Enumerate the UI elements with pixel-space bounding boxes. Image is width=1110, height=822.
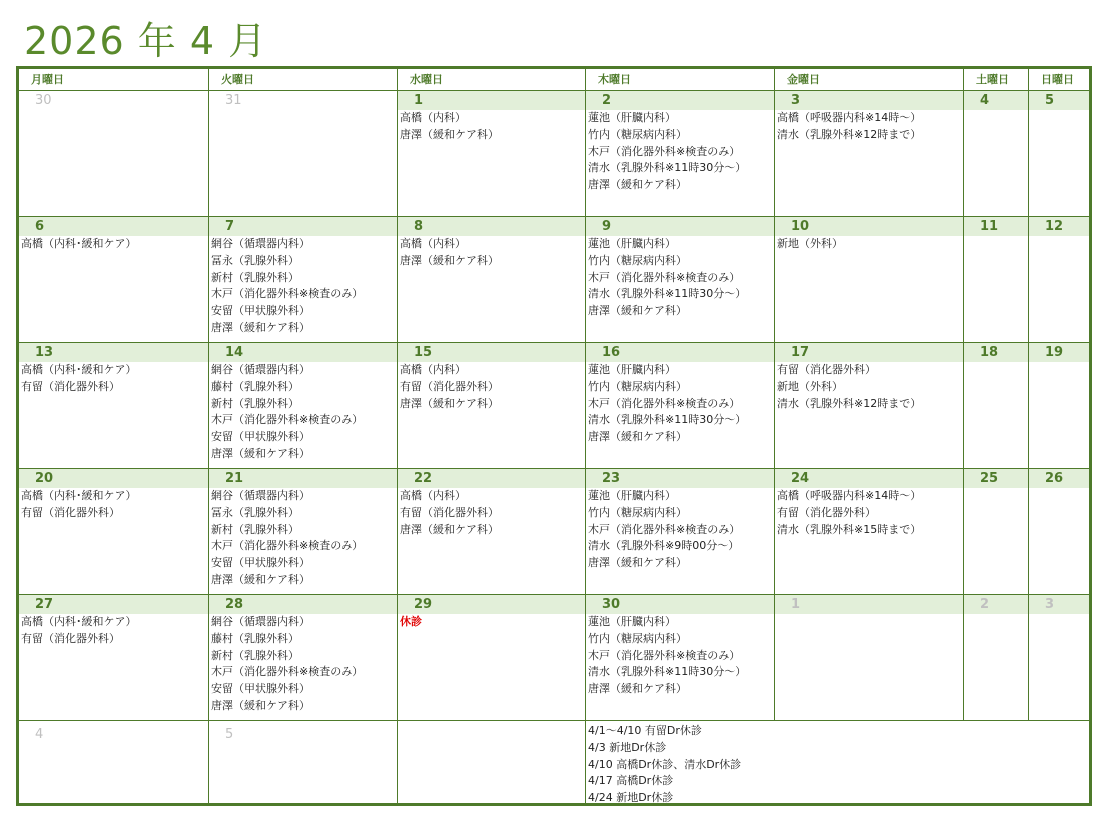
doctor-schedule-entry: 唐澤（緩和ケア科） <box>211 446 310 460</box>
closure-note: 4/24 新地Dr休診 <box>588 791 674 803</box>
day-cell[interactable] <box>775 343 964 469</box>
day-cell[interactable] <box>209 721 398 803</box>
day-number: 7 <box>209 217 397 236</box>
schedule-list <box>398 236 585 270</box>
doctor-schedule-entry: 蓮池（肝臓内科） <box>588 489 676 502</box>
doctor-schedule-entry: 清水（乳腺外科※11時30分～） <box>588 665 747 679</box>
doctor-schedule-entry: 網谷（循環器内科） <box>211 615 310 628</box>
doctor-schedule-entry: 木戸（消化器外科※検査のみ） <box>588 522 741 536</box>
day-number: 12 <box>1029 217 1089 236</box>
day-cell[interactable] <box>209 469 398 595</box>
schedule-list <box>19 488 208 522</box>
doctor-schedule-entry: 蓮池（肝臓内科） <box>588 237 676 250</box>
day-cell[interactable] <box>398 469 586 595</box>
day-number: 6 <box>19 217 208 236</box>
doctor-schedule-entry: 唐澤（緩和ケア科） <box>588 178 687 192</box>
doctor-schedule-entry: 唐澤（緩和ケア科） <box>588 682 687 696</box>
day-cell[interactable] <box>209 595 398 721</box>
doctor-schedule-entry: 唐澤（緩和ケア科） <box>400 522 499 536</box>
day-number: 16 <box>586 343 774 362</box>
doctor-schedule-entry: 網谷（循環器内科） <box>211 237 310 250</box>
schedule-list <box>209 614 397 715</box>
doctor-schedule-entry: 木戸（消化器外科※検査のみ） <box>211 287 364 301</box>
doctor-schedule-entry: 安留（甲状腺外科） <box>211 304 310 318</box>
day-number: 31 <box>209 91 397 110</box>
doctor-schedule-entry: 新地（外科） <box>777 379 843 393</box>
closure-note: 4/10 高橋Dr休診、清水Dr休診 <box>588 757 742 771</box>
weekday-header: 土曜日 <box>964 69 1029 91</box>
day-cell[interactable] <box>964 91 1029 217</box>
doctor-schedule-entry: 唐澤（緩和ケア科） <box>588 430 687 444</box>
schedule-list <box>19 236 208 253</box>
doctor-schedule-entry: 安留（甲状腺外科） <box>211 556 310 570</box>
day-cell[interactable] <box>398 721 586 803</box>
weekday-header: 水曜日 <box>398 69 586 91</box>
doctor-schedule-entry: 高橋（内科） <box>400 111 466 124</box>
day-cell[interactable] <box>1029 469 1089 595</box>
day-cell[interactable] <box>775 217 964 343</box>
doctor-schedule-entry: 木戸（消化器外科※検査のみ） <box>211 665 364 679</box>
schedule-list <box>19 614 208 648</box>
doctor-schedule-entry: 高橋（内科･緩和ケア） <box>21 615 137 628</box>
weekday-header: 火曜日 <box>209 69 398 91</box>
doctor-schedule-entry: 竹内（糖尿病内科） <box>588 127 687 141</box>
day-number: 5 <box>1029 91 1089 110</box>
day-number: 26 <box>1029 469 1089 488</box>
day-cell[interactable] <box>398 91 586 217</box>
day-cell[interactable] <box>775 595 964 721</box>
doctor-schedule-entry: 有留（消化器外科） <box>777 505 876 519</box>
doctor-schedule-entry: 竹内（糖尿病内科） <box>588 379 687 393</box>
schedule-list <box>586 236 774 320</box>
day-number: 21 <box>209 469 397 488</box>
doctor-schedule-entry: 木戸（消化器外科※検査のみ） <box>588 144 741 158</box>
day-number: 2 <box>586 91 774 110</box>
doctor-schedule-entry: 清水（乳腺外科※15時まで） <box>777 522 922 536</box>
closure-notes <box>586 721 1089 803</box>
day-number: 2 <box>964 595 1028 614</box>
doctor-schedule-entry: 唐澤（緩和ケア科） <box>211 698 310 712</box>
day-number: 22 <box>398 469 585 488</box>
weekday-header: 月曜日 <box>19 69 209 91</box>
day-cell[interactable] <box>775 91 964 217</box>
schedule-list <box>775 488 963 538</box>
weekday-header: 木曜日 <box>586 69 775 91</box>
doctor-schedule-entry: 木戸（消化器外科※検査のみ） <box>211 539 364 553</box>
doctor-schedule-entry: 木戸（消化器外科※検査のみ） <box>588 396 741 410</box>
doctor-schedule-entry: 高橋（呼吸器内科※14時～） <box>777 111 922 124</box>
day-cell[interactable] <box>398 217 586 343</box>
day-cell[interactable] <box>586 91 775 217</box>
day-cell[interactable] <box>209 91 398 217</box>
day-cell[interactable] <box>1029 595 1089 721</box>
day-number: 10 <box>775 217 963 236</box>
schedule-list <box>209 488 397 589</box>
doctor-schedule-entry: 高橋（呼吸器内科※14時～） <box>777 489 922 502</box>
doctor-schedule-entry: 高橋（内科･緩和ケア） <box>21 363 137 376</box>
day-number: 1 <box>398 91 585 110</box>
day-number: 5 <box>209 721 397 744</box>
day-cell[interactable] <box>209 343 398 469</box>
doctor-schedule-entry: 竹内（糖尿病内科） <box>588 253 687 267</box>
doctor-schedule-entry: 木戸（消化器外科※検査のみ） <box>588 270 741 284</box>
doctor-schedule-entry: 清水（乳腺外科※12時まで） <box>777 396 922 410</box>
doctor-schedule-entry: 有留（消化器外科） <box>400 379 499 393</box>
doctor-schedule-entry: 木戸（消化器外科※検査のみ） <box>588 648 741 662</box>
day-cell[interactable] <box>586 469 775 595</box>
day-number: 23 <box>586 469 774 488</box>
day-number: 1 <box>775 595 963 614</box>
schedule-list <box>586 110 774 194</box>
schedule-list <box>586 362 774 446</box>
day-number: 30 <box>586 595 774 614</box>
day-number: 14 <box>209 343 397 362</box>
closure-note: 4/1～4/10 有留Dr休診 <box>588 724 702 737</box>
schedule-list <box>209 362 397 463</box>
doctor-schedule-entry: 網谷（循環器内科） <box>211 489 310 502</box>
doctor-schedule-entry: 新地（外科） <box>777 237 843 250</box>
schedule-list <box>19 362 208 396</box>
doctor-schedule-entry: 冨永（乳腺外科） <box>211 253 299 267</box>
day-cell[interactable] <box>398 343 586 469</box>
doctor-schedule-entry: 清水（乳腺外科※11時30分～） <box>588 287 747 301</box>
day-cell[interactable] <box>586 217 775 343</box>
doctor-schedule-entry: 竹内（糖尿病内科） <box>588 505 687 519</box>
doctor-schedule-entry: 高橋（内科･緩和ケア） <box>21 489 137 502</box>
day-number: 29 <box>398 595 585 614</box>
doctor-schedule-entry: 新村（乳腺外科） <box>211 270 299 284</box>
doctor-schedule-entry: 清水（乳腺外科※9時00分～） <box>588 539 740 553</box>
doctor-schedule-entry: 唐澤（緩和ケア科） <box>400 253 499 267</box>
day-cell[interactable] <box>19 721 209 803</box>
doctor-schedule-entry: 清水（乳腺外科※12時まで） <box>777 127 922 141</box>
doctor-schedule-entry: 安留（甲状腺外科） <box>211 682 310 696</box>
notes-cell <box>586 721 1089 803</box>
doctor-schedule-entry: 高橋（内科） <box>400 237 466 250</box>
doctor-schedule-entry: 蓮池（肝臓内科） <box>588 363 676 376</box>
doctor-schedule-entry: 唐澤（緩和ケア科） <box>400 396 499 410</box>
schedule-list <box>398 488 585 538</box>
schedule-list <box>209 236 397 337</box>
schedule-list <box>398 110 585 144</box>
schedule-list <box>775 110 963 144</box>
day-cell[interactable] <box>1029 91 1089 217</box>
day-number: 27 <box>19 595 208 614</box>
schedule-list <box>586 614 774 698</box>
day-number: 30 <box>19 91 208 110</box>
day-cell[interactable] <box>1029 217 1089 343</box>
doctor-schedule-entry: 新村（乳腺外科） <box>211 648 299 662</box>
doctor-schedule-entry: 高橋（内科） <box>400 489 466 502</box>
doctor-schedule-entry: 蓮池（肝臓内科） <box>588 615 676 628</box>
day-cell[interactable] <box>19 469 209 595</box>
day-number: 8 <box>398 217 585 236</box>
doctor-schedule-entry: 有留（消化器外科） <box>777 363 876 376</box>
doctor-schedule-entry: 有留（消化器外科） <box>400 505 499 519</box>
day-cell[interactable] <box>586 595 775 721</box>
doctor-schedule-entry: 藤村（乳腺外科） <box>211 379 299 393</box>
day-cell[interactable] <box>209 217 398 343</box>
day-cell[interactable] <box>398 595 586 721</box>
day-number: 17 <box>775 343 963 362</box>
doctor-schedule-entry: 唐澤（緩和ケア科） <box>211 320 310 334</box>
schedule-list <box>398 614 585 631</box>
schedule-list <box>775 362 963 412</box>
weekday-header: 金曜日 <box>775 69 964 91</box>
doctor-schedule-entry: 藤村（乳腺外科） <box>211 631 299 645</box>
doctor-schedule-entry: 清水（乳腺外科※11時30分～） <box>588 413 747 427</box>
closed-label: 休診 <box>400 615 422 628</box>
schedule-list <box>586 488 774 572</box>
day-number: 3 <box>775 91 963 110</box>
doctor-schedule-entry: 唐澤（緩和ケア科） <box>400 127 499 141</box>
day-number: 9 <box>586 217 774 236</box>
doctor-schedule-entry: 高橋（内科） <box>400 363 466 376</box>
schedule-list <box>398 362 585 412</box>
page-title: 2026 年 4 月 <box>24 19 268 63</box>
doctor-schedule-entry: 有留（消化器外科） <box>21 379 120 393</box>
day-cell[interactable] <box>964 469 1029 595</box>
doctor-schedule-entry: 木戸（消化器外科※検査のみ） <box>211 413 364 427</box>
doctor-schedule-entry: 安留（甲状腺外科） <box>211 430 310 444</box>
day-number: 24 <box>775 469 963 488</box>
doctor-schedule-entry: 竹内（糖尿病内科） <box>588 631 687 645</box>
closure-note: 4/17 高橋Dr休診 <box>588 774 674 788</box>
doctor-schedule-entry: 清水（乳腺外科※11時30分～） <box>588 161 747 175</box>
day-number: 25 <box>964 469 1028 488</box>
day-number: 20 <box>19 469 208 488</box>
doctor-schedule-entry: 唐澤（緩和ケア科） <box>588 556 687 570</box>
day-number: 19 <box>1029 343 1089 362</box>
day-cell[interactable] <box>586 343 775 469</box>
day-cell[interactable] <box>19 217 209 343</box>
doctor-schedule-entry: 唐澤（緩和ケア科） <box>588 304 687 318</box>
doctor-schedule-entry: 高橋（内科･緩和ケア） <box>21 237 137 250</box>
weekday-header: 日曜日 <box>1029 69 1089 91</box>
doctor-schedule-entry: 新村（乳腺外科） <box>211 396 299 410</box>
closure-note: 4/3 新地Dr休診 <box>588 740 667 754</box>
day-number: 15 <box>398 343 585 362</box>
day-cell[interactable] <box>19 91 209 217</box>
doctor-schedule-entry: 有留（消化器外科） <box>21 505 120 519</box>
day-cell[interactable] <box>1029 343 1089 469</box>
day-cell[interactable] <box>964 217 1029 343</box>
doctor-schedule-entry: 冨永（乳腺外科） <box>211 505 299 519</box>
doctor-schedule-entry: 唐澤（緩和ケア科） <box>211 572 310 586</box>
doctor-schedule-entry: 蓮池（肝臓内科） <box>588 111 676 124</box>
day-number: 3 <box>1029 595 1089 614</box>
day-number: 13 <box>19 343 208 362</box>
day-number: 11 <box>964 217 1028 236</box>
day-cell[interactable] <box>19 343 209 469</box>
doctor-schedule-entry: 有留（消化器外科） <box>21 631 120 645</box>
day-cell[interactable] <box>775 469 964 595</box>
day-cell[interactable] <box>19 595 209 721</box>
day-number: 4 <box>19 721 208 744</box>
day-cell[interactable] <box>964 595 1029 721</box>
day-number: 4 <box>964 91 1028 110</box>
day-number: 18 <box>964 343 1028 362</box>
day-number: 28 <box>209 595 397 614</box>
schedule-list <box>775 236 963 253</box>
calendar-grid <box>16 66 1092 806</box>
doctor-schedule-entry: 網谷（循環器内科） <box>211 363 310 376</box>
day-cell[interactable] <box>964 343 1029 469</box>
doctor-schedule-entry: 新村（乳腺外科） <box>211 522 299 536</box>
